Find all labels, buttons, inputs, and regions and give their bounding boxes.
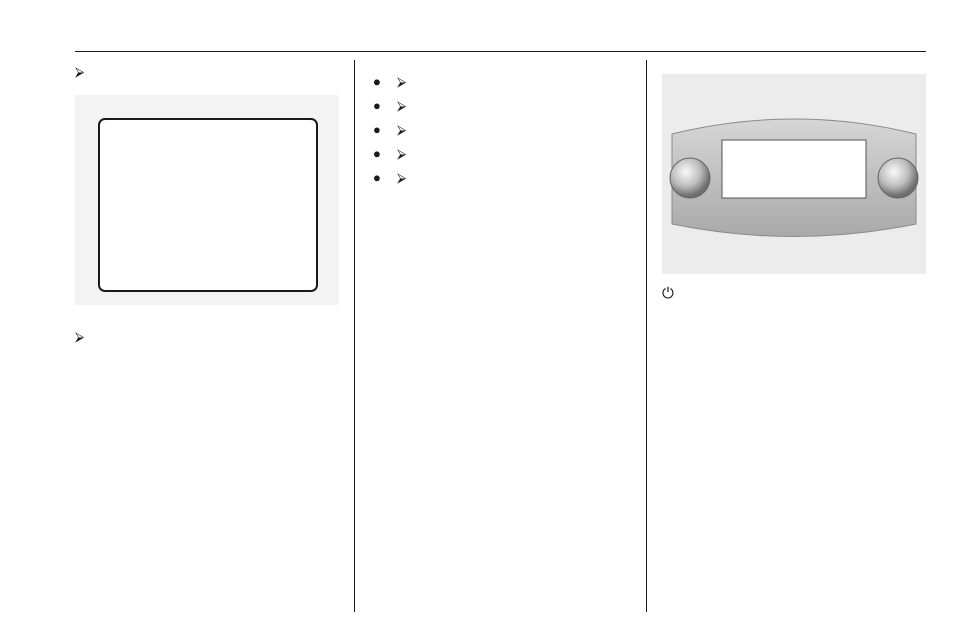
- list-item: [369, 144, 639, 163]
- page-ref-icon[interactable]: ⮚: [397, 98, 407, 113]
- display-content-list: [369, 72, 639, 187]
- menu-knob: [878, 158, 918, 198]
- page-ref-icon[interactable]: ⮚: [397, 74, 407, 89]
- watermark: [954, 638, 960, 642]
- page-ref-icon[interactable]: ⮚: [397, 170, 407, 185]
- list-item: [369, 120, 639, 139]
- column-left: [75, 62, 345, 356]
- list-item: [369, 96, 639, 115]
- page-ref-icon[interactable]: ⮚: [75, 64, 85, 79]
- page-header: [75, 28, 926, 52]
- power-knob: [670, 158, 710, 198]
- column-divider-1: [354, 60, 355, 612]
- power-paragraph: [662, 284, 932, 303]
- column-right: [662, 62, 932, 317]
- tyre-load-text: [75, 327, 345, 346]
- radio-panel-figure: [662, 74, 926, 274]
- power-icon: ⏻: [662, 285, 674, 302]
- tyre-load-display-figure: [75, 95, 339, 305]
- page-ref-icon[interactable]: ⮚: [397, 122, 407, 137]
- intro-paragraph: [75, 62, 345, 81]
- list-item: [369, 72, 639, 91]
- column-middle: [369, 62, 639, 195]
- list-item: [369, 168, 639, 187]
- column-divider-2: [646, 60, 647, 612]
- page-ref-icon[interactable]: ⮚: [397, 146, 407, 161]
- page-ref-icon[interactable]: ⮚: [75, 329, 85, 344]
